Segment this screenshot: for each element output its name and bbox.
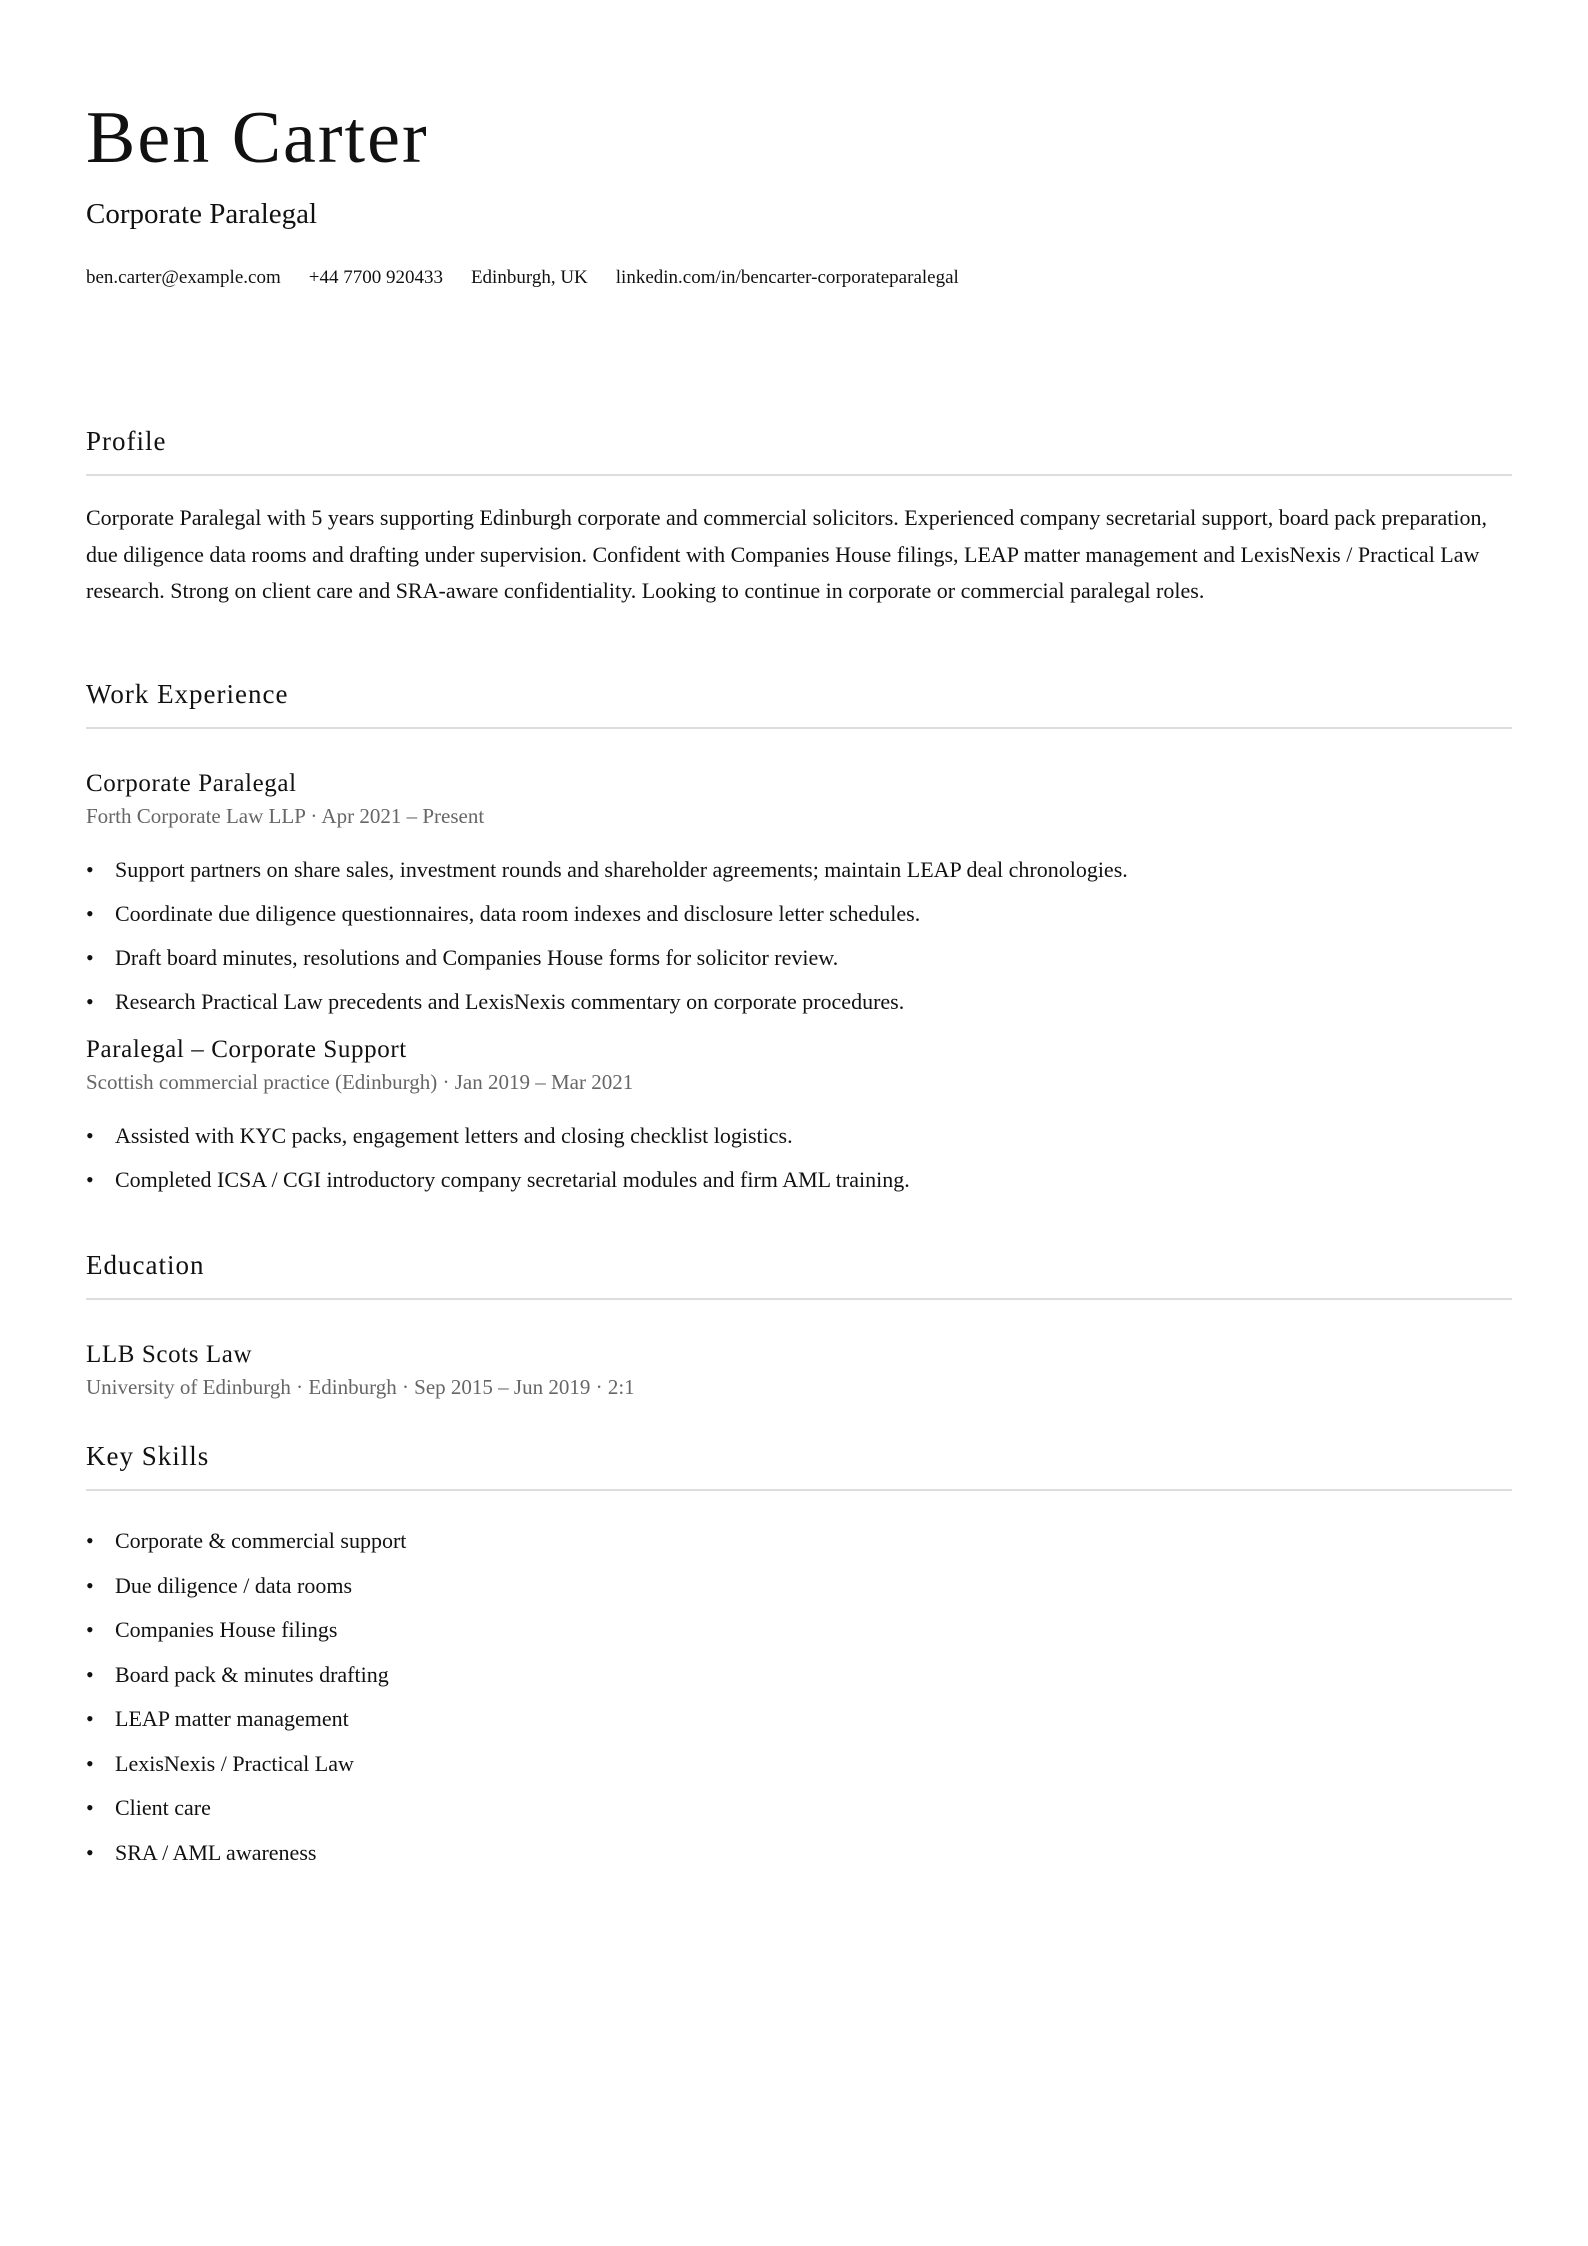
contact-phone[interactable]: +44 7700 920433 xyxy=(308,267,443,288)
education-meta: University of Edinburgh · Edinburgh · Sep 2015 – Jun 2019 · 2:1 xyxy=(86,1375,635,1399)
skill-item: • Corporate & commercial support xyxy=(86,1527,1512,1555)
bullet-item: • Support partners on share sales, investment rounds and shareholder agreements; maintain LEAP deal chronologies. xyxy=(86,856,1512,884)
profile-summary: Corporate Paralegal with 5 years supporting Edinburgh corporate and commercial solicitors. Experienced company secretarial support, board pack preparation, due diligence data rooms and drafting under supervision. Confident with Companies House filings, LEAP matter management and LexisNexis / Practical Law research. Strong on client care and SRA-aware confidentiality. Looking to continue in corporate or commercial paralegal roles. xyxy=(86,505,1487,603)
section-divider xyxy=(86,1298,1512,1300)
bullet-item: • Draft board minutes, resolutions and Companies House forms for solicitor review. xyxy=(86,944,1512,972)
job-entry xyxy=(86,1034,1512,1194)
skill-item: • Client care xyxy=(86,1794,1512,1822)
contact-email[interactable]: ben.carter@example.com xyxy=(86,267,281,288)
candidate-title: Corporate Paralegal xyxy=(86,198,318,230)
education-entry xyxy=(86,1339,1512,1401)
section-divider xyxy=(86,474,1512,476)
section-divider xyxy=(86,727,1512,729)
job-meta: Scottish commercial practice (Edinburgh) · Jan 2019 – Mar 2021 xyxy=(86,1070,634,1094)
skill-item: • Board pack & minutes drafting xyxy=(86,1661,1512,1689)
section-heading-experience: Work Experience xyxy=(86,679,289,709)
skills-section xyxy=(86,1439,1512,1883)
job-bullets xyxy=(86,856,1512,1016)
job-title: Corporate Paralegal xyxy=(86,770,297,797)
section-heading-skills: Key Skills xyxy=(86,1441,210,1471)
skill-item: • Due diligence / data rooms xyxy=(86,1572,1512,1600)
skill-item: • LEAP matter management xyxy=(86,1705,1512,1733)
bullet-item: • Completed ICSA / CGI introductory company secretarial modules and firm AML training. xyxy=(86,1166,1512,1194)
skill-item: • SRA / AML awareness xyxy=(86,1839,1512,1867)
job-meta: Forth Corporate Law LLP · Apr 2021 – Present xyxy=(86,804,485,828)
job-title: Paralegal – Corporate Support xyxy=(86,1036,407,1063)
contact-row xyxy=(86,265,959,291)
skill-item: • LexisNexis / Practical Law xyxy=(86,1750,1512,1778)
section-heading-profile: Profile xyxy=(86,426,167,456)
job-entry xyxy=(86,768,1512,1016)
bullet-item: • Assisted with KYC packs, engagement letters and closing checklist logistics. xyxy=(86,1122,1512,1150)
contact-location: Edinburgh, UK xyxy=(470,267,588,288)
skills-list xyxy=(86,1527,1512,1867)
bullet-item: • Research Practical Law precedents and LexisNexis commentary on corporate procedures. xyxy=(86,988,1512,1016)
skill-item: • Companies House filings xyxy=(86,1616,1512,1644)
section-divider xyxy=(86,1489,1512,1491)
section-heading-education: Education xyxy=(86,1250,205,1280)
profile-section xyxy=(86,424,1512,610)
candidate-name: Ben Carter xyxy=(86,97,429,179)
job-bullets xyxy=(86,1122,1512,1194)
bullet-item: • Coordinate due diligence questionnaires, data room indexes and disclosure letter schedules. xyxy=(86,900,1512,928)
experience-section xyxy=(86,677,1512,1210)
contact-linkedin[interactable]: linkedin.com/in/bencarter-corporateparalegal xyxy=(615,267,959,288)
degree-title: LLB Scots Law xyxy=(86,1341,253,1368)
education-section xyxy=(86,1248,1512,1401)
